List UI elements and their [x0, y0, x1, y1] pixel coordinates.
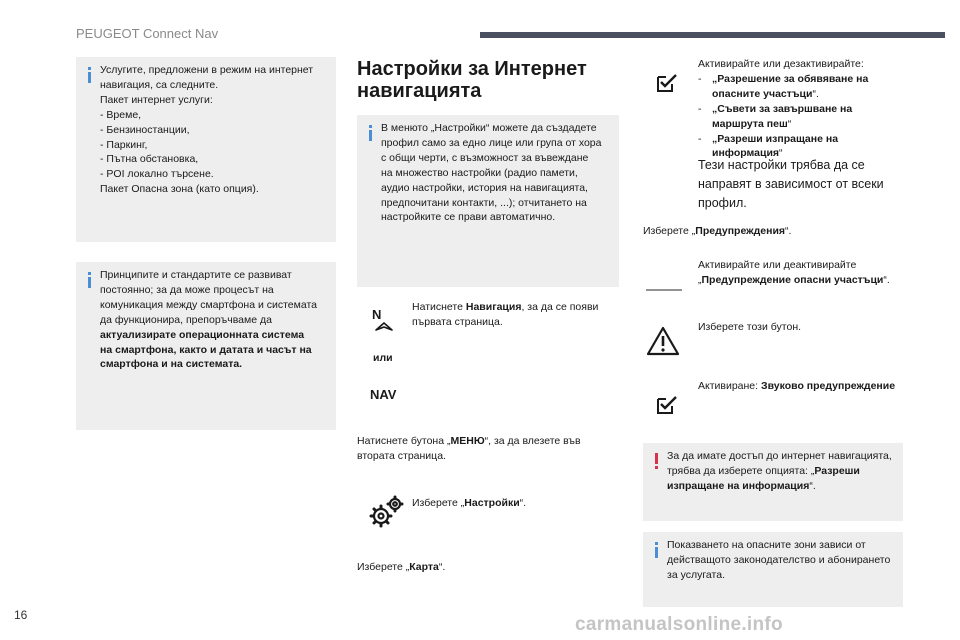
watermark: carmanualsonline.info: [575, 614, 783, 635]
select-map-text: Изберете „Карта“.: [357, 561, 446, 573]
nav-or-label: или: [373, 352, 393, 364]
services-line: - POI локално търсене.: [100, 168, 214, 181]
checkbox-checked-icon: [656, 73, 678, 98]
settings-line: настройките се прави автоматично.: [381, 211, 556, 224]
page-number: 16: [14, 608, 28, 622]
services-line: - Паркинг,: [100, 138, 148, 151]
settings-line: В менюто „Настройки“ можете да създадете: [381, 122, 597, 134]
nav-button-label: NAV: [370, 387, 397, 402]
standards-bold-line: смартфона и на системата.: [100, 358, 243, 371]
services-line: Пакет интернет услуги:: [100, 93, 213, 106]
select-settings-text: Изберете „Настройки“.: [412, 497, 527, 509]
settings-line: предпочитани контакти, ...); отчитането на: [381, 196, 587, 209]
services-line: Пакет Опасна зона (като опция).: [100, 183, 259, 196]
select-button-text: Изберете този бутон.: [698, 321, 802, 333]
standards-line: комуникация между смартфона и системата: [100, 298, 318, 311]
settings-gears-icon: [366, 492, 406, 537]
slider-line-icon: [646, 280, 682, 298]
standards-line: Принципите и стандартите се развиват: [100, 269, 292, 281]
info-icon: [86, 67, 93, 83]
profile-note-text: Тези настройки трябва да се направят в зависимост от всеки профил.: [698, 158, 884, 210]
settings-line: на множество настройки (радио памети,: [381, 166, 578, 179]
checkbox-checked-icon-2: [656, 395, 678, 420]
activate-sound-text: Активиране: Звуково предупреждение: [698, 380, 896, 392]
access-warning-box: За да имате достъп до интернет навигацията, трябва да изберете опцията: „Разреши изпращане на информация“.: [643, 443, 903, 521]
header-bar: [480, 32, 945, 38]
standards-line: постоянно; за да може процесът на: [100, 283, 274, 296]
standards-bold-line: на смартфона, както и датата и часът на: [100, 343, 312, 356]
standards-bold-line: актуализирате операционната система: [100, 328, 305, 341]
info-icon: [86, 272, 93, 288]
danger-zones-info-box: Показването на опасните зони зависи от действащото законодателство и абонирането за услугата.: [643, 532, 903, 607]
header-title: PEUGEOT Connect Nav: [76, 26, 219, 41]
select-alerts-text: Изберете „Предупреждения“.: [643, 225, 792, 237]
press-navigation-text: Натиснете Навигация, за да се появи първата страница.: [412, 301, 599, 328]
settings-line: аудио настройки, история на навигацията,: [381, 181, 588, 194]
settings-line: с общи черти, с възможност за въвеждане: [381, 151, 589, 164]
info-icon: [367, 125, 374, 141]
services-line: - Време,: [100, 108, 142, 121]
services-info-box: [76, 57, 336, 242]
warning-icon: [653, 453, 660, 469]
section-title: Настройки за Интернет навигацията: [357, 58, 587, 103]
navigation-compass-icon: [370, 307, 400, 338]
warning-triangle-icon: [646, 326, 680, 361]
activate-options-text: Активирайте или дезактивирайте: - „Разрешение за обявяване на опасните участъци“. - „Съвети за завършване на маршрута пеш“ - „Разреши изпращане на информация“: [698, 58, 869, 160]
standards-line: да функционира, препоръчваме да: [100, 313, 272, 326]
info-icon: [653, 542, 660, 558]
press-menu-text: Натиснете бутона „МЕНЮ“, за да влезете във втората страница.: [357, 435, 581, 462]
nav-n-letter: N: [372, 307, 382, 322]
settings-info-box: [357, 115, 619, 287]
services-line: Услугите, предложени в режим на интернет: [100, 64, 314, 76]
services-line: - Бензиностанции,: [100, 123, 190, 136]
services-line: - Пътна обстановка,: [100, 153, 199, 166]
toggle-warning-text: Активирайте или деактивирайте „Предупреждение опасни участъци“.: [698, 259, 890, 286]
standards-info-box: [76, 262, 336, 430]
settings-line: профил само за едно лице или група от хора: [381, 136, 602, 149]
services-line: навигация, са следните.: [100, 78, 219, 91]
